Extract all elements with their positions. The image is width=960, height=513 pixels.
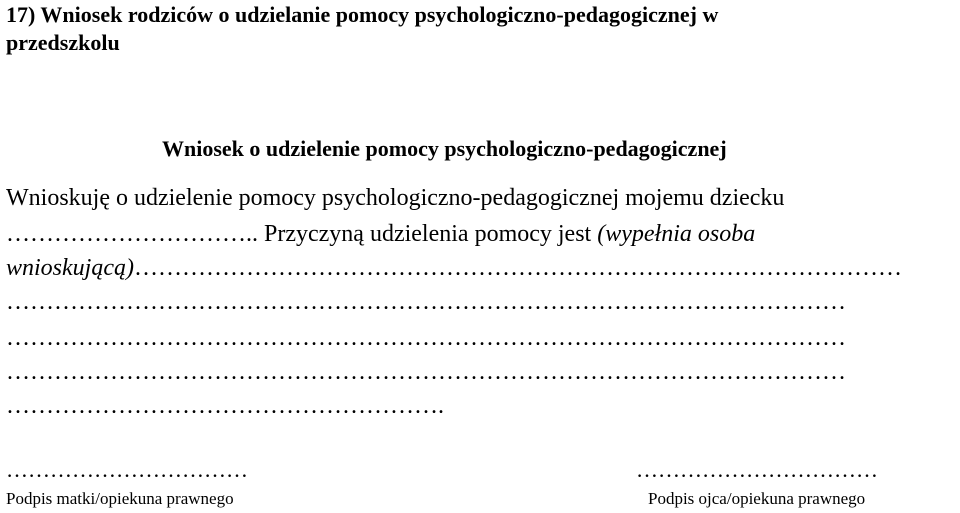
signature-father-field[interactable]: …………………………… [636,457,878,482]
signature-mother-field[interactable]: …………………………… [6,457,248,482]
reason-field-4[interactable]: …………………………………………………………………………………………… [6,359,846,385]
reason-field-5[interactable]: ………………………………………………. [6,393,444,419]
reason-hint-continued: wnioskującą) [6,255,134,281]
child-name-line [6,220,755,248]
section-title-line2: przedszkolu [6,30,120,55]
form-title: Wniosek o udzielenie pomocy psychologiczno-pedagogicznej [162,136,727,161]
child-name-field[interactable]: ………………………….. [6,221,258,247]
reason-field-3[interactable]: …………………………………………………………………………………………… [6,325,846,351]
signature-mother-label: Podpis matki/opiekuna prawnego [6,489,234,508]
request-text: Wnioskuję o udzielenie pomocy psychologiczno-pedagogicznej mojemu dziecku [6,185,785,211]
reason-field-2[interactable]: …………………………………………………………………………………………… [6,289,846,315]
reason-hint: (wypełnia osoba [597,221,756,247]
section-title-line1: 17) Wniosek rodziców o udzielanie pomocy psychologiczno-pedagogicznej w [6,2,719,27]
reason-label: Przyczyną udzielenia pomocy jest [258,221,598,247]
reason-line-1 [6,254,902,282]
reason-field-1[interactable]: …………………………………………………………………………………… [133,255,902,281]
signature-father-label: Podpis ojca/opiekuna prawnego [648,489,866,508]
